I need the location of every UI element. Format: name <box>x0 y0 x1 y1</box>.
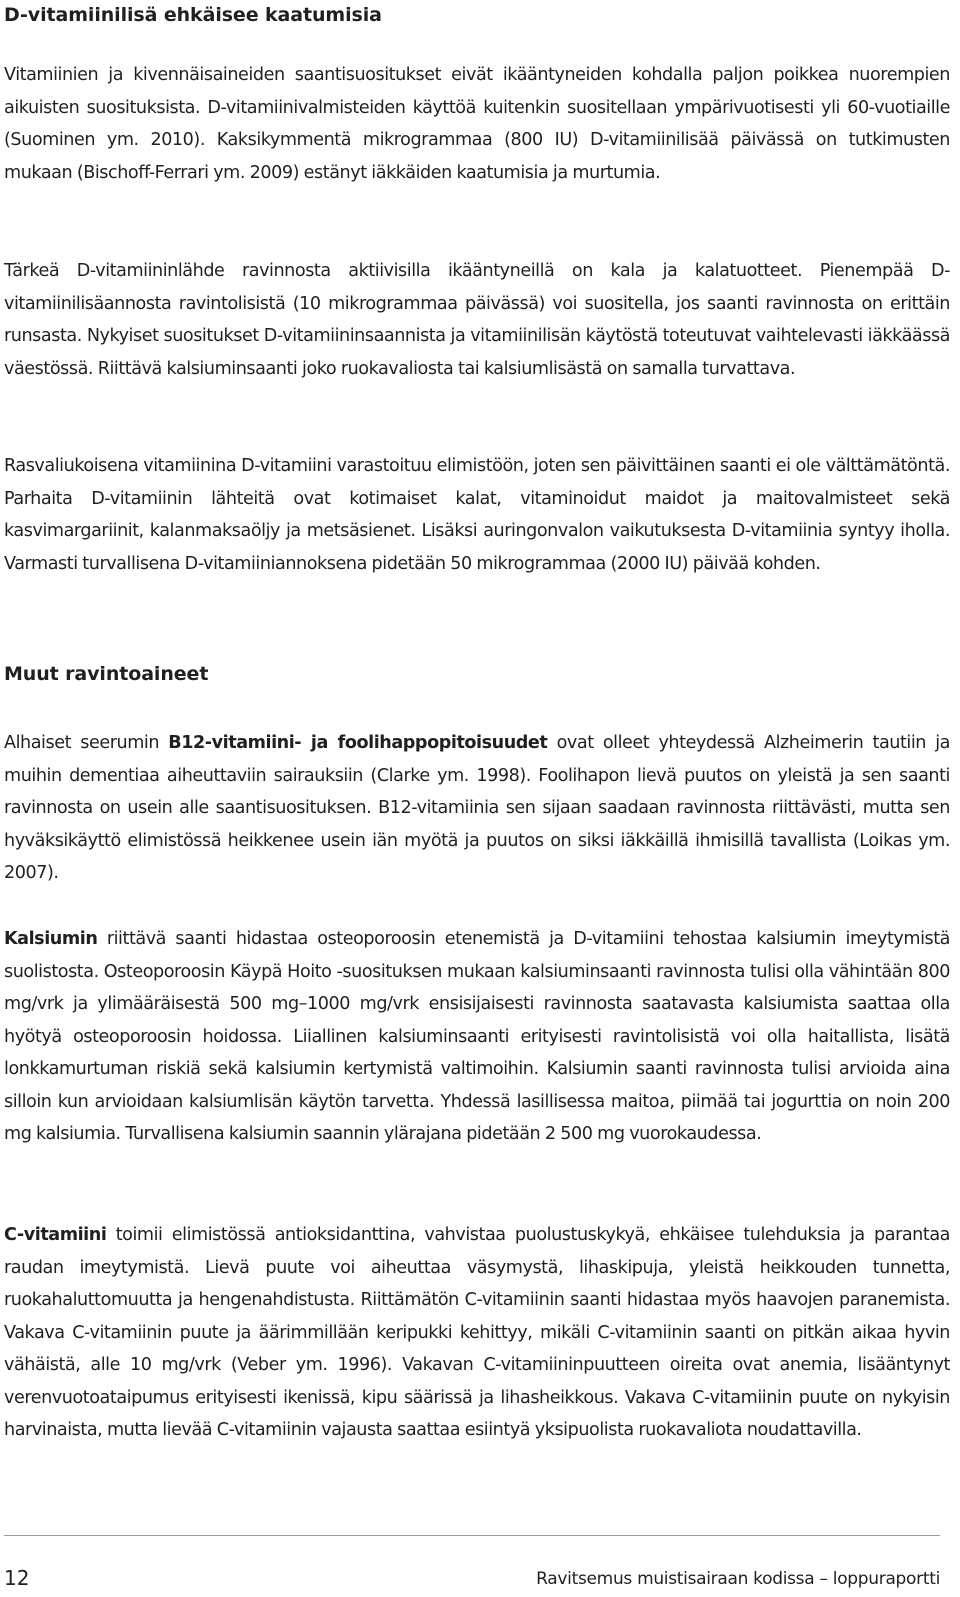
section-title: D-vitamiinilisä ehkäisee kaatumisia <box>4 4 382 26</box>
calcium-bold-term: Kalsiumin <box>4 929 98 949</box>
calcium-rest-text: riittävä saanti hidastaa osteoporoosin etenemistä ja D-vitamiini tehostaa kalsiumin imeytymistä suolistosta. Osteoporoosin Käypä Hoito -suosituksen mukaan kalsiuminsaanti ravinnosta tulisi olla vähintään 800 mg/vrk ja ylimääräisestä 500 mg–1000 mg/vrk ensisijaisesti ravinnosta saatavasta kalsiumista saattaa olla hyötyä osteoporoosin hoidossa. Liiallinen kalsiuminsaanti erityisesti ravintolisistä voi olla haitallista, lisätä lonkkamurtuman riskiä sekä kalsiumin kertymistä valtimoihin. Kalsiumin saanti ravinnosta tulisi arvioida aina silloin kun arvioidaan kalsiumlisän käytön tarvetta. Yhdessä lasillisessa maitoa, piimää tai jogurttia on noin 200 mg kalsiumia. Turvallisena kalsiumin saannin ylärajana pidetään 2 500 mg vuorokaudessa. <box>4 929 950 1144</box>
paragraph-vitamin-recommendations: Vitamiinien ja kivennäisaineiden saantisuositukset eivät ikääntyneiden kohdalla paljon poikkea nuorempien aikuisten suosituksista. D-vitamiinivalmisteiden käyttöä kuitenkin suositellaan ympärivuotisesti yli 60-vuotiaille (Suominen ym. 2010). Kaksikymmentä mikrogrammaa (800 IU) D-vitamiinilisää päivässä on tutkimusten mukaan (Bischoff-Ferrari ym. 2009) estänyt iäkkäiden kaatumisia ja murtumia. <box>4 65 950 183</box>
subsection-title: Muut ravintoaineet <box>4 663 209 685</box>
vitc-rest-text: toimii elimistössä antioksidanttina, vahvistaa puolustuskykyä, ehkäisee tulehduksia ja parantaa raudan imeytymistä. Lievä puute voi aiheuttaa väsymystä, lihaskipuja, yleistä heikkouden tunnetta, ruokahaluttomuutta ja hengenahdistusta. Riittämätön C-vitamiinin saanti hidastaa myös haavojen paranemista. Vakava C-vitamiinin puute ja äärimmillään keripukki kehittyy, mikäli C-vitamiinin saanti on pitkän aikaa hyvin vähäistä, alle 10 mg/vrk (Veber ym. 1996). Vakavan C-vitamiininpuutteen oireita ovat anemia, lisääntynyt verenvuotoataipumus erityisesti ikenissä, kipu säärissä ja lihasheikkous. Vakava C-vitamiinin puute on nykyisin harvinaista, mutta lievää C-vitamiinin vajausta saattaa esiintyä yksipuolista ruokavaliota noudattavilla. <box>4 1225 950 1440</box>
b12-rest-text: ovat olleet yhteydessä Alzheimerin tautiin ja muihin dementiaa aiheuttaviin sairauksiin (Clarke ym. 1998). Foolihapon lievä puutos on yleistä ja sen saanti ravinnosta on usein alle saantisuosituksen. B12-vitamiinia sen sijaan saadaan ravinnosta riittävästi, mutta sen hyväksikäyttö elimistössä heikkenee usein iän myötä ja puutos on siksi iäkkäillä ihmisillä tavallista (Loikas ym. 2007). <box>4 733 950 883</box>
paragraph-vitamin-c <box>4 1219 950 1447</box>
paragraph-fat-soluble-vitamin-d: Rasvaliukoisena vitamiinina D-vitamiini varastoituu elimistöön, joten sen päivittäinen saanti ei ole välttämätöntä. Parhaita D-vitamiinin lähteitä ovat kotimaiset kalat, vitaminoidut maidot ja maitovalmisteet sekä kasvimargariinit, kalanmaksaöljy ja metsäsienet. Lisäksi auringonvalon vaikutuksesta D-vitamiinia syntyy iholla. Varmasti turvallisena D-vitamiiniannoksena pidetään 50 mikrogrammaa (2000 IU) päivää kohden. <box>4 456 950 574</box>
paragraph-calcium <box>4 923 950 1151</box>
publication-title: Ravitsemus muistisairaan kodissa – loppuraportti <box>536 1569 940 1589</box>
paragraph-b12-folate <box>4 727 950 890</box>
b12-bold-term: B12-vitamiini- ja foolihappopitoisuudet <box>168 733 548 753</box>
page-number: 12 <box>4 1566 30 1590</box>
paragraph-vitamin-d-sources-elderly: Tärkeä D-vitamiininlähde ravinnosta aktiivisilla ikääntyneillä on kala ja kalatuotteet. Pienempää D-vitamiinilisäannosta ravintolisistä (10 mikrogrammaa päivässä) voi suositella, jos saanti ravinnosta on erittäin runsasta. Nykyiset suositukset D-vitamiininsaannista ja vitamiinilisän käytöstä toteutuvat vaihtelevasti iäkkäässä väestössä. Riittävä kalsiuminsaanti joko ruokavaliosta tai kalsiumlisästä on samalla turvattava. <box>4 261 950 379</box>
vitc-bold-term: C-vitamiini <box>4 1225 107 1245</box>
b12-lead-text: Alhaiset seerumin <box>4 733 169 753</box>
footer-divider <box>4 1535 940 1536</box>
